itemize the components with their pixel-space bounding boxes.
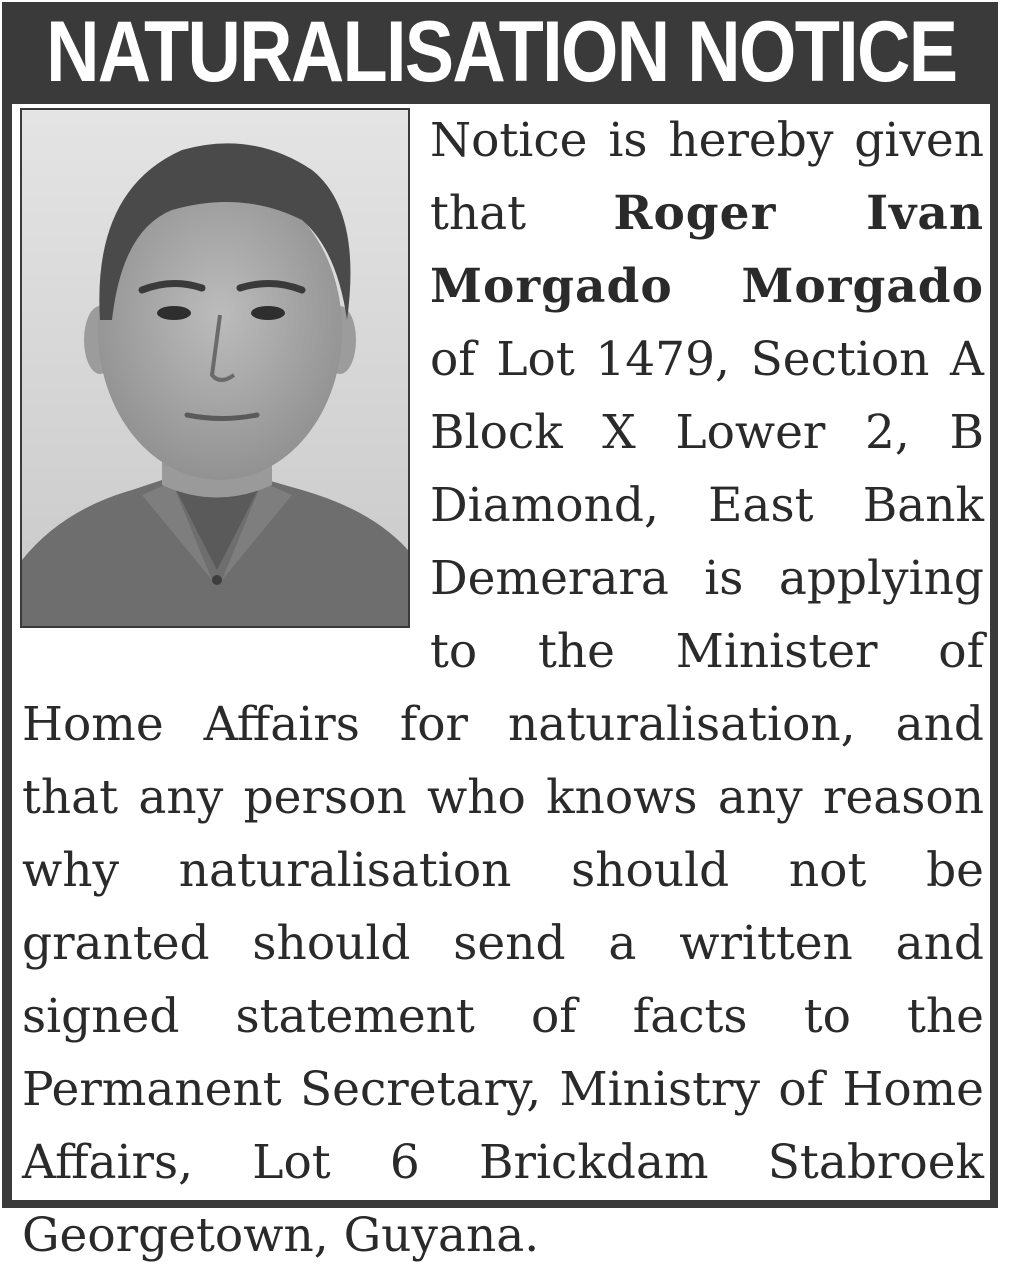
notice-body-text: of Lot 1479, Section A Block X Lower 2, B Diamond, East Bank Demerara is applying to the Minister of Home Affairs for naturalisation, and that any person who knows any reason why naturalisation should not be granted should send a written and signed statement of facts to the Permanent Secretary, Ministry of Home Affairs, Lot 6 Brickdam Stabroek Georgetown, Guyana. <box>22 332 984 1263</box>
applicant-name: Roger Ivan Morgado Morgado <box>430 186 984 314</box>
photo-text-wrap-space <box>22 104 420 616</box>
notice-intro-text: Notice is hereby given that <box>430 113 984 241</box>
notice-panel <box>12 104 990 1263</box>
notice-body <box>22 104 984 1272</box>
title-bar <box>8 6 994 98</box>
notice-title: NATURALISATION NOTICE <box>45 4 957 100</box>
